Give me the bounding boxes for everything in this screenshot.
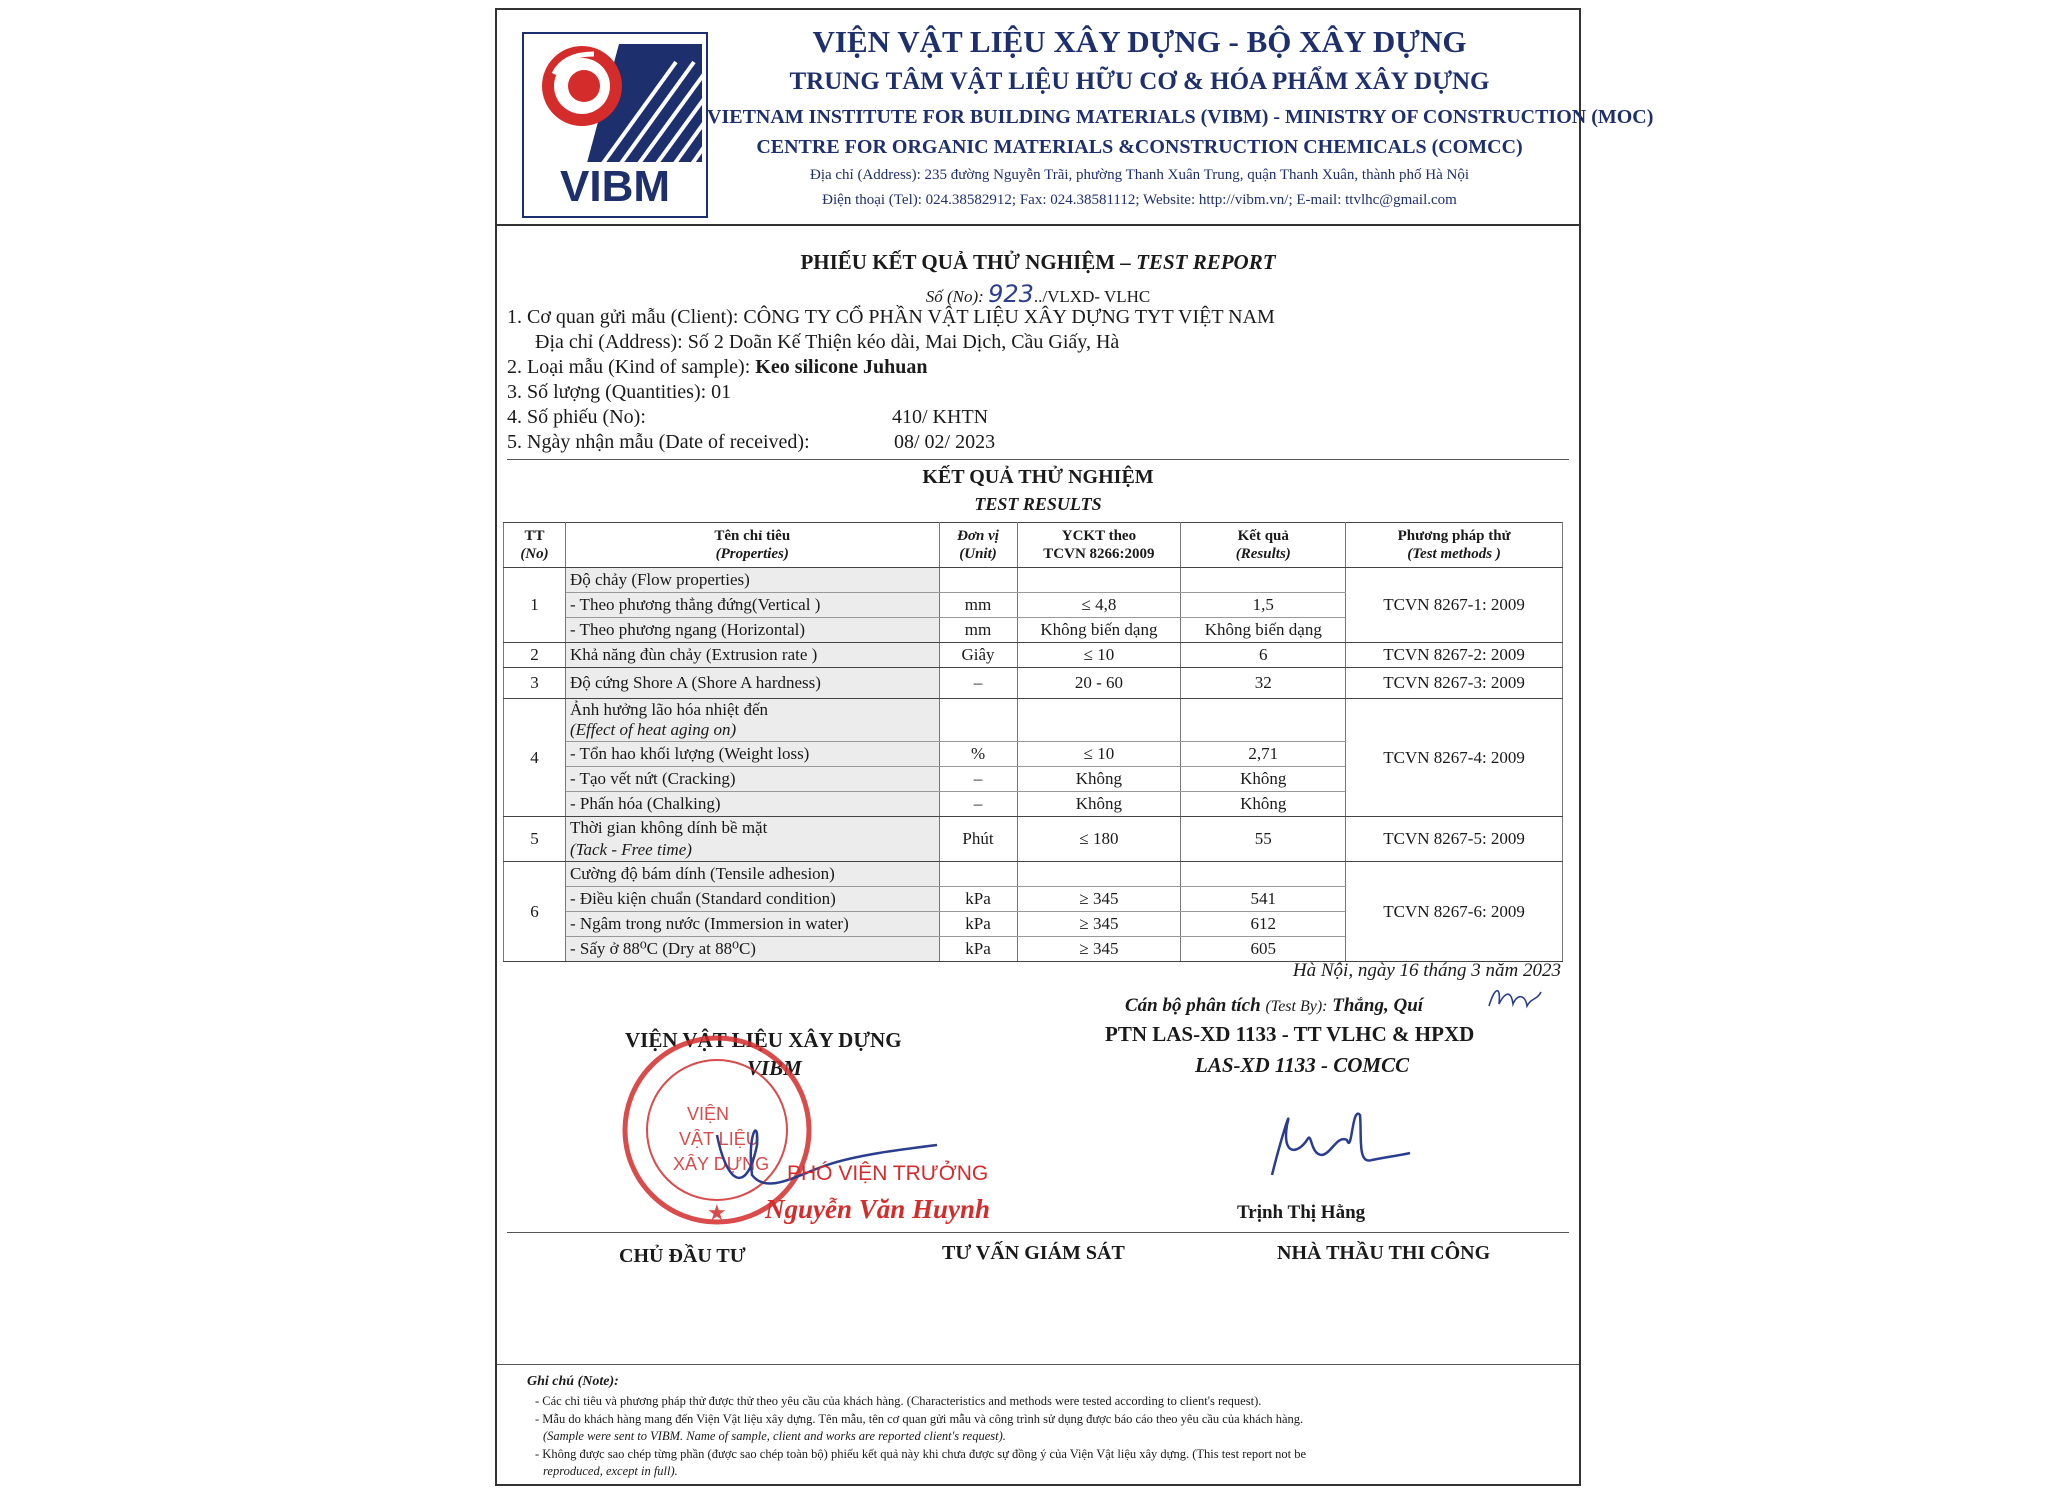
row-property: - Theo phương thẳng đứng(Vertical )	[565, 593, 939, 618]
row-result: 2,71	[1181, 742, 1346, 767]
header-unit: Đơn vị (Unit)	[939, 523, 1017, 568]
row-property: Khả năng đùn chảy (Extrusion rate )	[565, 643, 939, 668]
row-req: ≤ 4,8	[1017, 593, 1181, 618]
row-property: - Sấy ở 88⁰C (Dry at 88⁰C)	[565, 937, 939, 962]
row-unit	[939, 568, 1017, 593]
row-result	[1181, 862, 1346, 887]
row-result: 55	[1181, 817, 1346, 862]
sample-kind	[507, 356, 928, 379]
centre-name-vn: TRUNG TÂM VẬT LIỆU HỮU CƠ & HÓA PHẨM XÂY DỰNG	[789, 68, 1490, 95]
row-req: ≤ 180	[1017, 817, 1181, 862]
row-method: TCVN 8267-1: 2009	[1346, 568, 1563, 643]
row-result: 612	[1181, 912, 1346, 937]
received-date-value: 08/ 02/ 2023	[894, 431, 996, 453]
header-no: TT (No)	[504, 523, 566, 568]
report-number-handwritten: 923	[988, 280, 1034, 308]
row-req	[1017, 862, 1181, 887]
row-property: Ảnh hưởng lão hóa nhiệt đến (Effect of heat aging on)	[565, 699, 939, 742]
header-properties: Tên chỉ tiêu (Properties)	[565, 523, 939, 568]
row-result: 6	[1181, 643, 1346, 668]
logo-text: VIBM	[560, 162, 670, 211]
note-item: - Các chỉ tiêu và phương pháp thử được thử theo yêu cầu của khách hàng. (Characteristics and methods were tested according to client's request).	[535, 1394, 1262, 1408]
director-signature	[707, 1095, 947, 1205]
table-row	[504, 643, 1563, 668]
row-property: - Điều kiện chuẩn (Standard condition)	[565, 887, 939, 912]
row-result: Không	[1181, 792, 1346, 817]
row-unit: Phút	[939, 817, 1017, 862]
divider	[507, 1232, 1569, 1233]
results-title-en: TEST RESULTS	[974, 494, 1102, 514]
row-unit: mm	[939, 618, 1017, 643]
row-result: 1,5	[1181, 593, 1346, 618]
row-req: 20 - 60	[1017, 668, 1181, 699]
test-report-page	[495, 8, 1654, 1486]
left-org-name: VIỆN VẬT LIỆU XÂY DỰNG	[625, 1028, 902, 1052]
report-title-vn: PHIẾU KẾT QUẢ THỬ NGHIỆM	[800, 250, 1116, 274]
row-no: 1	[504, 568, 566, 643]
table-row	[504, 862, 1563, 887]
divider	[507, 459, 1569, 460]
row-unit: mm	[939, 593, 1017, 618]
row-no: 6	[504, 862, 566, 962]
row-no: 5	[504, 817, 566, 862]
row-method: TCVN 8267-5: 2009	[1346, 817, 1563, 862]
deputy-director-name: Nguyễn Văn Huynh	[765, 1194, 991, 1224]
lab-line-2: LAS-XD 1133 - COMCC	[1195, 1053, 1410, 1077]
row-req: ≤ 10	[1017, 742, 1181, 767]
row-unit: kPa	[939, 912, 1017, 937]
row-method: TCVN 8267-2: 2009	[1346, 643, 1563, 668]
row-property: - Tổn hao khối lượng (Weight loss)	[565, 742, 939, 767]
report-number-label: Số (No):	[925, 287, 984, 306]
sample-no-label: 4. Số phiếu (No):	[507, 406, 646, 428]
row-property: - Theo phương ngang (Horizontal)	[565, 618, 939, 643]
row-property: Thời gian không dính bề mặt (Tack - Free time)	[565, 817, 939, 862]
row-result: Không	[1181, 767, 1346, 792]
table-row	[504, 817, 1563, 862]
row-method: TCVN 8267-3: 2009	[1346, 668, 1563, 699]
row-unit: %	[939, 742, 1017, 767]
sign-date: Hà Nội, ngày 16 tháng 3 năm 2023	[1292, 960, 1561, 981]
institute-name-en: VIETNAM INSTITUTE FOR BUILDING MATERIALS (VIBM) - MINISTRY OF CONSTRUCTION (MOC)	[707, 106, 1654, 128]
footer-divider	[497, 1364, 1579, 1365]
table-row	[504, 699, 1563, 742]
row-result	[1181, 568, 1346, 593]
row-req: ≥ 345	[1017, 937, 1181, 962]
lab-line-1: PTN LAS-XD 1133 - TT VLHC & HPXD	[1105, 1022, 1475, 1046]
note-item-en: reproduced, except in full).	[543, 1464, 678, 1478]
client-line: 1. Cơ quan gửi mẫu (Client): CÔNG TY CỔ PHẦN VẬT LIỆU XÂY DỰNG TYT VIỆT NAM	[507, 306, 1275, 328]
sample-no-value: 410/ KHTN	[892, 406, 989, 428]
note-item: - Mẫu do khách hàng mang đến Viện Vật liệu xây dựng. Tên mẫu, tên cơ quan gửi mẫu và công trình sử dụng được báo cáo theo yêu cầu của khách hàng.	[535, 1412, 1304, 1426]
row-property: - Tạo vết nứt (Cracking)	[565, 767, 939, 792]
institute-name-vn: VIỆN VẬT LIỆU XÂY DỰNG - BỘ XÂY DỰNG	[812, 24, 1467, 59]
row-unit: –	[939, 668, 1017, 699]
row-result: 541	[1181, 887, 1346, 912]
address-line: Địa chỉ (Address): 235 đường Nguyễn Trãi, phường Thanh Xuân Trung, quận Thanh Xuân, thành phố Hà Nội	[809, 167, 1469, 183]
row-req: Không	[1017, 792, 1181, 817]
row-req: ≥ 345	[1017, 912, 1181, 937]
table-row	[504, 568, 1563, 593]
row-unit	[939, 862, 1017, 887]
header-results: Kết quả (Results)	[1181, 523, 1346, 568]
row-property: - Phấn hóa (Chalking)	[565, 792, 939, 817]
report-title	[497, 250, 1579, 275]
row-property: - Ngâm trong nước (Immersion in water)	[565, 912, 939, 937]
received-date-label: 5. Ngày nhận mẫu (Date of received):	[507, 431, 810, 453]
svg-text:VẬT LIỆU: VẬT LIỆU	[679, 1129, 759, 1149]
note-item-en: (Sample were sent to VIBM. Name of sample, client and works are reported client's request).	[543, 1429, 1006, 1443]
contact-line: Điện thoại (Tel): 024.38582912; Fax: 024.38581112; Website: http://vibm.vn/; E-mail: ttvlhc@gmail.com	[822, 192, 1457, 208]
svg-text:VIỆN: VIỆN	[687, 1104, 730, 1124]
letterhead	[497, 10, 1654, 226]
row-req: Không	[1017, 767, 1181, 792]
row-result	[1181, 699, 1346, 742]
header-methods: Phương pháp thử (Test methods )	[1346, 523, 1563, 568]
results-title: KẾT QUẢ THỬ NGHIỆM	[922, 466, 1154, 488]
tester-line: Cán bộ phân tích (Test By): Thắng, Quí	[1125, 995, 1424, 1016]
row-no: 4	[504, 699, 566, 817]
row-unit: kPa	[939, 937, 1017, 962]
centre-name-en: CENTRE FOR ORGANIC MATERIALS &CONSTRUCTION CHEMICALS (COMCC)	[756, 136, 1523, 158]
party-contractor: NHÀ THẦU THI CÔNG	[1277, 1242, 1491, 1264]
row-unit: Giây	[939, 643, 1017, 668]
row-no: 2	[504, 643, 566, 668]
row-req	[1017, 699, 1181, 742]
row-method: TCVN 8267-6: 2009	[1346, 862, 1563, 962]
header-requirement: YCKT theo TCVN 8266:2009	[1017, 523, 1181, 568]
client-address: Địa chỉ (Address): Số 2 Doãn Kế Thiện kéo dài, Mai Dịch, Cầu Giấy, Hà	[535, 331, 1120, 353]
row-method: TCVN 8267-4: 2009	[1346, 699, 1563, 817]
row-req	[1017, 568, 1181, 593]
note-item: - Không được sao chép từng phần (được sao chép toàn bộ) phiếu kết quả này khi chưa được sự đồng ý của Viện Vật liệu xây dựng. (This test report not be	[535, 1447, 1307, 1461]
row-req: ≤ 10	[1017, 643, 1181, 668]
row-property: Cường độ bám dính (Tensile adhesion)	[565, 862, 939, 887]
vibm-logo	[522, 32, 708, 218]
row-no: 3	[504, 668, 566, 699]
party-owner: CHỦ ĐẦU TƯ	[619, 1245, 746, 1267]
note-title: Ghi chú (Note):	[527, 1374, 619, 1389]
results-table	[503, 522, 1563, 962]
sample-kind-value: Keo silicone Juhuan	[755, 356, 928, 378]
svg-text:XÂY DỰNG: XÂY DỰNG	[673, 1154, 770, 1174]
left-org-abbr: VIBM	[747, 1056, 802, 1080]
row-result: 605	[1181, 937, 1346, 962]
sample-kind-label: 2. Loại mẫu (Kind of sample):	[507, 356, 751, 378]
row-req: Không biến dạng	[1017, 618, 1181, 643]
sample-quantity: 3. Số lượng (Quantities): 01	[507, 381, 732, 403]
report-number	[497, 280, 1579, 308]
row-property: Độ cứng Shore A (Shore A hardness)	[565, 668, 939, 699]
row-result: 32	[1181, 668, 1346, 699]
row-result: Không biến dạng	[1181, 618, 1346, 643]
report-number-suffix: ../VLXD- VLHC	[1033, 287, 1151, 306]
row-req: ≥ 345	[1017, 887, 1181, 912]
row-unit: kPa	[939, 887, 1017, 912]
analyst-signature	[1252, 1095, 1412, 1195]
party-supervisor: TƯ VẤN GIÁM SÁT	[942, 1242, 1125, 1264]
report-title-en: – TEST REPORT	[1120, 250, 1276, 274]
row-unit: –	[939, 792, 1017, 817]
tester-initials-signature	[1485, 982, 1545, 1016]
row-unit	[939, 699, 1017, 742]
table-header-row	[504, 523, 1563, 568]
row-unit: –	[939, 767, 1017, 792]
row-property: Độ chảy (Flow properties)	[565, 568, 939, 593]
analyst-name: Trịnh Thị Hằng	[1237, 1202, 1366, 1223]
svg-text:★: ★	[707, 1200, 727, 1225]
deputy-director-title: PHÓ VIỆN TRƯỞNG	[787, 1162, 989, 1185]
table-row	[504, 668, 1563, 699]
